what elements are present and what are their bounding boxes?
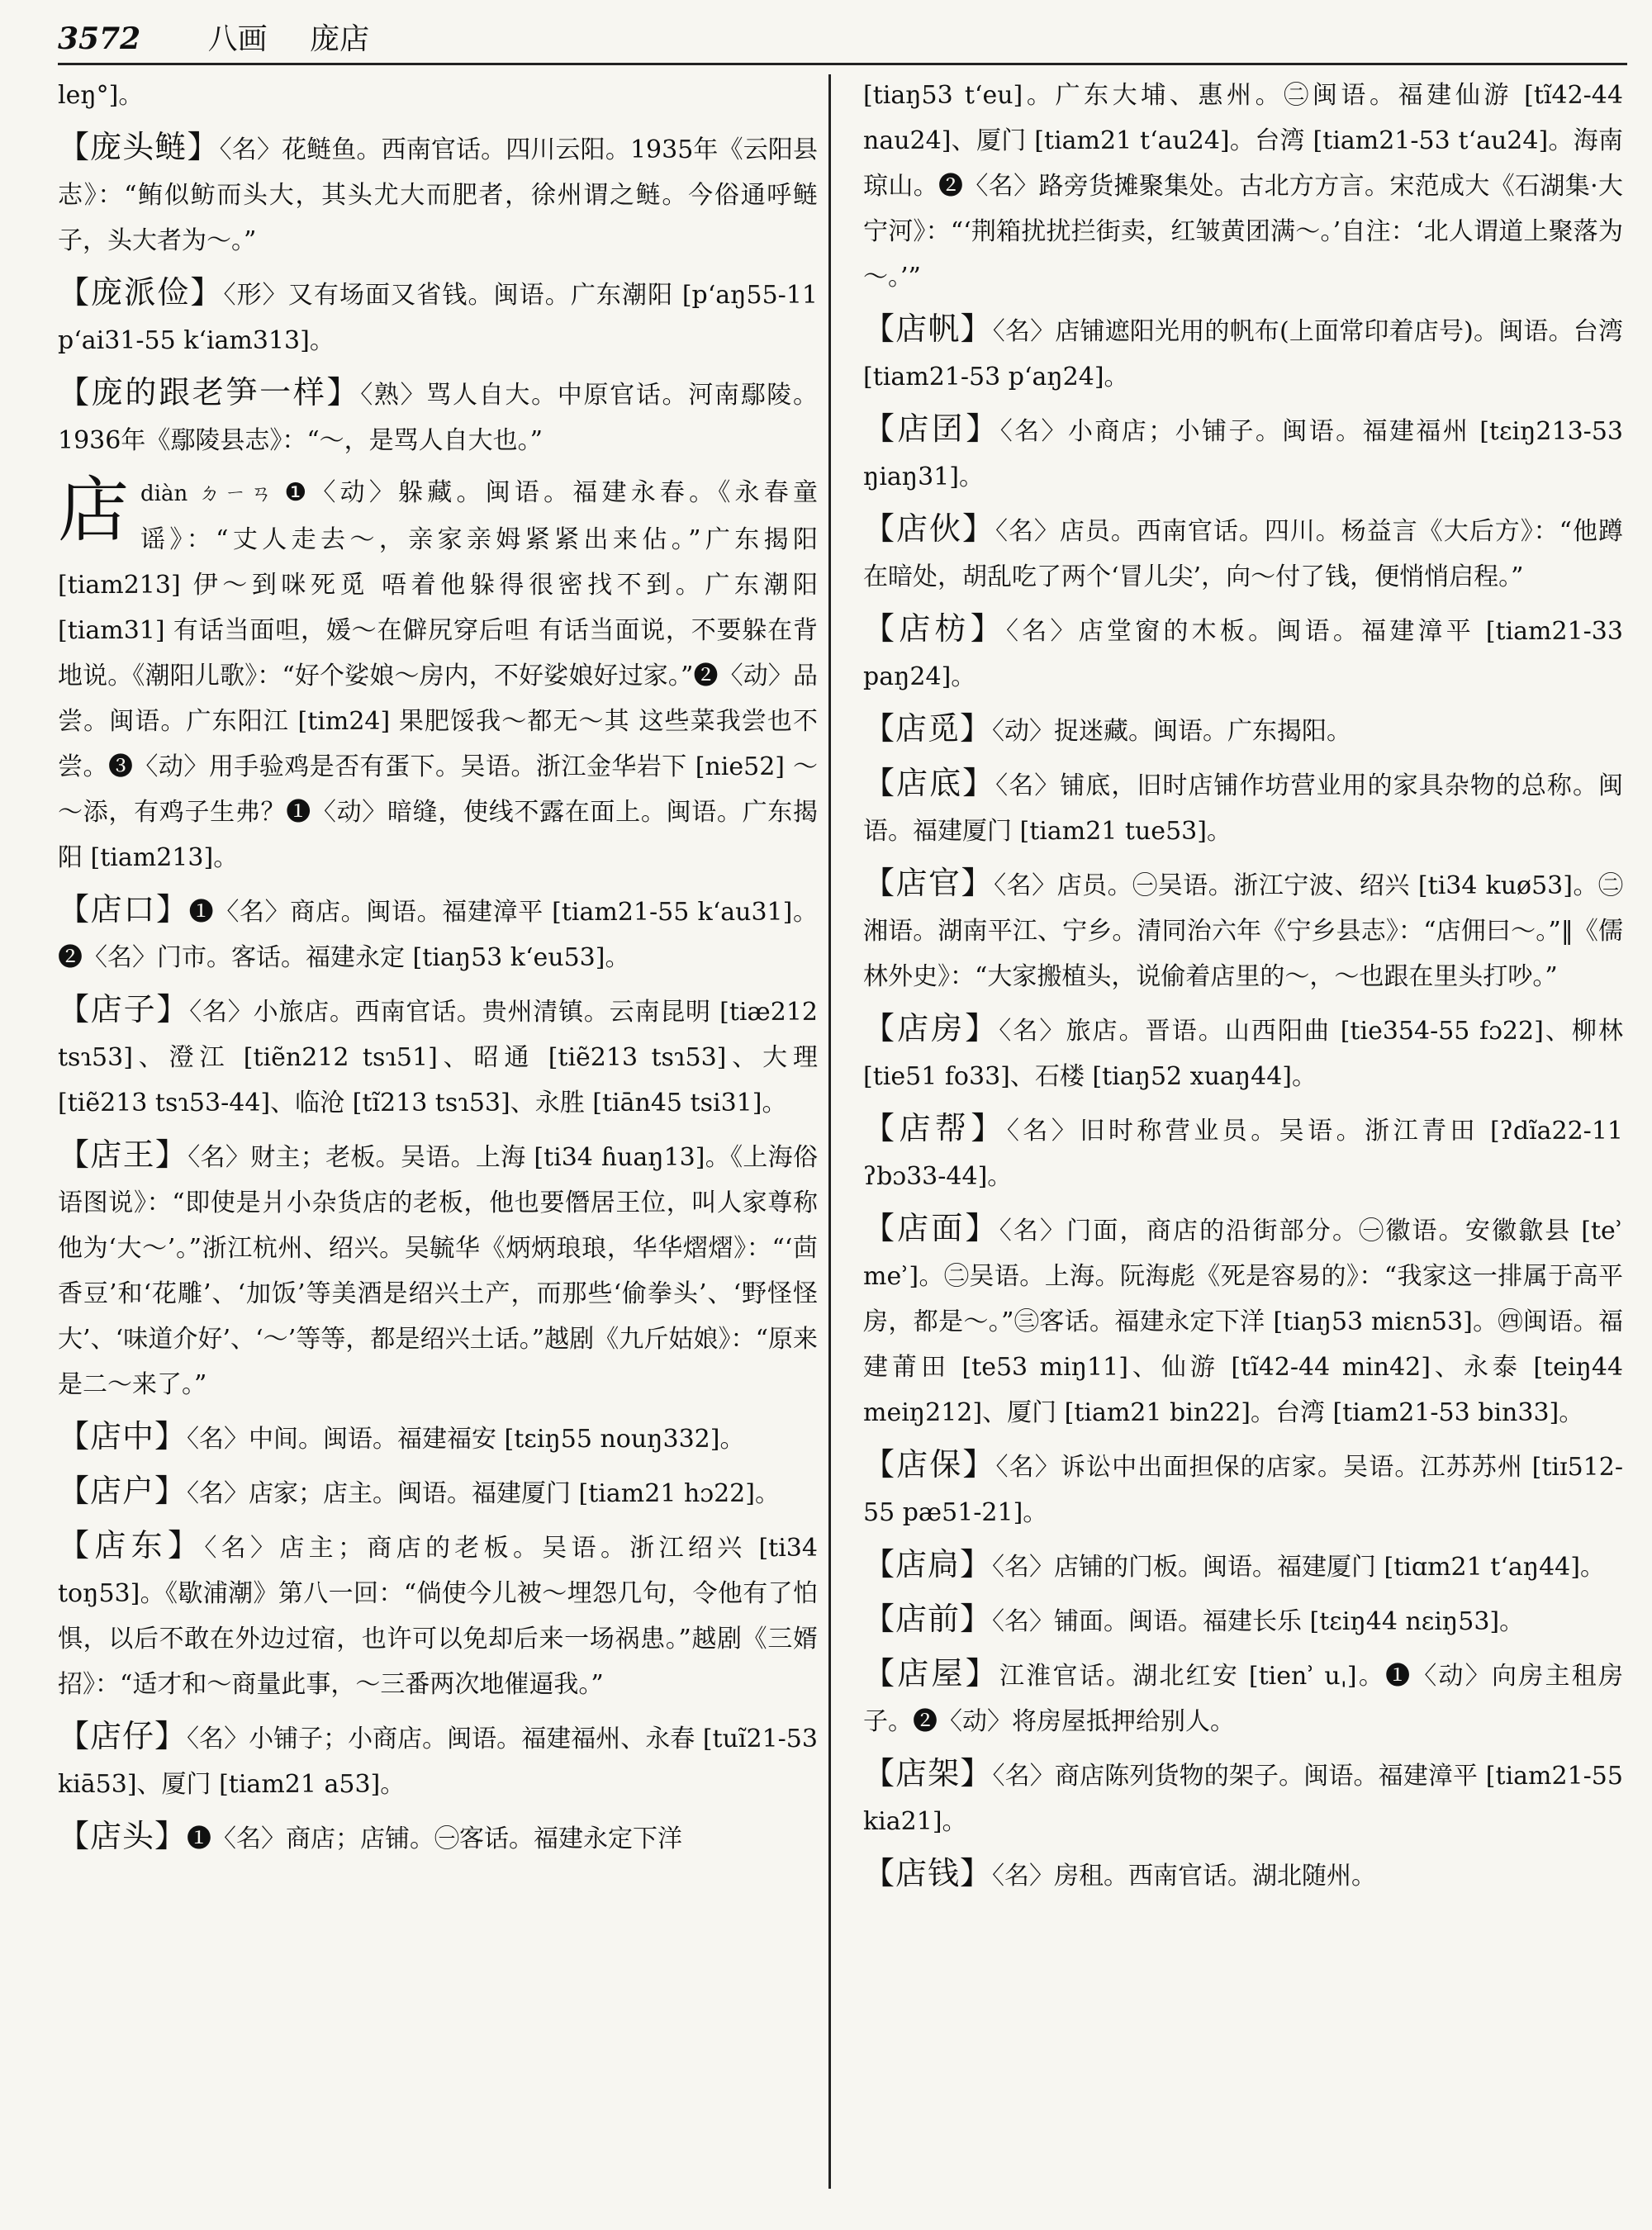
dictionary-entry [863, 606, 1623, 700]
dictionary-entry [58, 1814, 818, 1862]
left-column [58, 73, 818, 2204]
entry-definition: 〈名〉商店陈列货物的架子。闽语。福建漳平 [tiam21-55 kia21]。 [863, 1762, 1623, 1836]
entry-headword: 【店东】 [58, 1527, 205, 1563]
entry-headword: 【店觅】 [863, 710, 993, 747]
entry-definition: 江淮官话。湖北红安 [tienʾ uˌ]。❶〈动〉向房主租房子。❷〈动〉将房屋抵押给别人。 [863, 1662, 1623, 1736]
right-column [863, 73, 1623, 2204]
entry-definition: 〈名〉铺底，旧时店铺作坊营业用的家具杂物的总称。闽语。福建厦门 [tiam21 tue53]。 [863, 771, 1623, 846]
dictionary-entry [58, 1414, 818, 1462]
entry-definition: 〈名〉店员。西南官话。四川。杨益言《大后方》：“他蹲在暗处，胡乱吃了两个‘冒儿尖’，向～付了钱，便悄悄启程。” [863, 517, 1623, 591]
entry-headword: 【店官】 [863, 865, 995, 901]
dictionary-entry [863, 406, 1623, 500]
entry-headword: 【庞头鲢】 [58, 129, 220, 165]
dictionary-entry [58, 1523, 818, 1707]
continued-text [863, 73, 1623, 300]
dictionary-entry [863, 306, 1623, 400]
entry-headword: 【店房】 [863, 1010, 999, 1046]
entry-definition: 〈名〉门面，商店的沿街部分。㊀徽语。安徽歙县 [teʾ meʾ]。㊁吴语。上海。阮海彪《死是容易的》：“我家这一排属于高平房，都是～。”㊂客话。福建永定下洋 [tiaŋ53 miɛn53]。㊃闽语。福建莆田 [te53 miŋ11]、仙游 [tĩ42-44 min42]、永泰 [teiŋ44 meiŋ212]、厦门 [tiam21 bin22]。台湾 [tiam21-53 bin33]。 [863, 1217, 1623, 1427]
entry-definition: 〈熟〉骂人自大。中原官话。河南鄢陵。1936年《鄢陵县志》：“～，是骂人自大也。” [58, 381, 818, 455]
dictionary-entry [58, 125, 818, 263]
entry-definition: 〈名〉旧时称营业员。吴语。浙江青田 [ʔdĩa22-11 ʔbɔ33-44]。 [863, 1117, 1623, 1191]
entry-definition: 〈名〉店铺的门板。闽语。福建厦门 [tiɑm21 t‘aŋ44]。 [992, 1553, 1605, 1582]
dictionary-entry [58, 887, 818, 980]
entry-headword: 【店帮】 [863, 1110, 1007, 1146]
page-header [58, 15, 1627, 65]
entry-definition: [tiaŋ53 t‘eu]。广东大埔、惠州。㊁闽语。福建仙游 [tĩ42-44 nau24]、厦门 [tiam21 t‘au24]。台湾 [tiam21-53 t‘au24]。海南琼山。❷〈名〉路旁货摊聚集处。古北方方言。宋范成大《石湖集·大宁河》：“‘荆箱扰扰拦街卖，红皱黄团满～。’自注：‘北人谓道上聚落为～。’” [863, 81, 1623, 292]
entry-definition: 〈名〉店主；商店的老板。吴语。浙江绍兴 [ti34 toŋ53]。《歇浦潮》第八一回：“倘使今儿被～埋怨几句，令他有了怕惧，以后不敢在外边过宿，也许可以免却后来一场祸患。”越剧《三婿招》：“适才和～商量此事，～三番两次地催逼我。” [58, 1534, 818, 1699]
entry-headword: 【店架】 [863, 1755, 993, 1791]
entry-headword: 【店口】 [58, 891, 189, 928]
dictionary-entry [863, 1006, 1623, 1099]
entry-definition: 〈名〉小商店；小铺子。闽语。福建福州 [tɛiŋ213-53 ŋiaŋ31]。 [863, 417, 1623, 491]
entry-definition: 〈名〉店家；店主。闽语。福建厦门 [tiam21 hɔ22]。 [187, 1479, 780, 1508]
entry-definition: leŋ°]。 [58, 81, 144, 110]
entry-headword: 【店伙】 [863, 510, 995, 547]
entry-definition: 〈动〉捉迷藏。闽语。广东揭阳。 [992, 717, 1352, 746]
entry-headword: 【店屋】 [863, 1655, 999, 1691]
column-divider [828, 74, 831, 2189]
dictionary-entry [58, 370, 818, 463]
dictionary-entry [863, 1597, 1623, 1644]
dictionary-entry [863, 761, 1623, 854]
entry-definition: 〈名〉店铺遮阳光用的帆布(上面常印着店号)。闽语。台湾 [tiam21-53 p‘aŋ24]。 [863, 317, 1623, 391]
entry-headword: 【店钱】 [863, 1855, 993, 1891]
entry-definition: 〈名〉财主；老板。吴语。上海 [ti34 ɦuaŋ13]。《上海俗语图说》：“即使是爿小杂货店的老板，他也要僭居王位，叫人家尊称他为‘大～’。”浙江杭州、绍兴。吴毓华《炳炳琅琅，华华熠熠》：“‘茴香豆’和‘花雕’、‘加饭’等美酒是绍兴土产，而那些‘偷拳头’、‘野怪怪大’、‘味道介好’、‘～’等等，都是绍兴土话。”越剧《九斤姑娘》：“原来是二～来了。” [58, 1143, 818, 1399]
dictionary-entry [58, 1132, 818, 1407]
dictionary-entry [863, 1851, 1623, 1899]
entry-definition: 〈名〉店员。㊀吴语。浙江宁波、绍兴 [ti34 kuø53]。㊁湘语。湖南平江、宁乡。清同治六年《宁乡县志》：“店佣曰～。”‖《儒林外史》：“大家搬植头，说偷着店里的～，～也跟在里头打吵。” [863, 871, 1623, 991]
entry-definition: ❶〈动〉躲藏。闽语。福建永春。《永春童谣》：“丈人走去～，亲家亲姆紧紧出来佔。”广东揭阳 [tiam213] 伊～到咪死觅 唔着他躲得很密找不到。广东潮阳 [tiam31] 有话当面呾，媛～在僻尻穿后呾 有话当面说，不要躲在背地说。《潮阳儿歌》：“好个娑娘～房内，不好娑娘好过家。”❷〈动〉品尝。闽语。广东阳江 [tim24] 果肥馁我～都无～其 这些菜我尝也不尝。❸〈动〉用手验鸡是否有蛋下。吴语。浙江金华岩下 [nie52] ～～添，有鸡子生弗？❶〈动〉暗缝，使线不露在面上。闽语。广东揭阳 [tiam213]。 [58, 478, 818, 872]
pronunciation: diàn ㄉㄧㄢ [140, 482, 277, 506]
entry-headword: 【店扃】 [863, 1546, 993, 1582]
radical-range: 庞店 [310, 22, 370, 56]
entry-headword: 【店枋】 [863, 610, 1006, 647]
dictionary-entry [58, 270, 818, 363]
entry-headword: 【庞派俭】 [58, 274, 224, 311]
entry-headword: 【店子】 [58, 991, 190, 1027]
dictionary-entry [863, 1651, 1623, 1744]
dictionary-entry [863, 706, 1623, 754]
dictionary-entry [863, 1206, 1623, 1435]
entry-definition: 〈名〉店堂窗的木板。闽语。福建漳平 [tiam21-33 paŋ24]。 [863, 617, 1623, 691]
entry-headword: 【店底】 [863, 765, 996, 801]
entry-definition: 〈名〉旅店。晋语。山西阳曲 [tie354-55 fɔ22]、柳林 [tie51 fo33]、石楼 [tiaŋ52 xuaŋ44]。 [863, 1017, 1623, 1091]
entry-headword: 【店保】 [863, 1446, 996, 1483]
dictionary-entry [863, 1542, 1623, 1590]
entry-headword: 【店面】 [863, 1210, 999, 1246]
entry-headword: 【店前】 [863, 1601, 993, 1637]
entry-headword: 【店王】 [58, 1136, 188, 1173]
dictionary-entry [58, 987, 818, 1126]
entry-headword: 【店帆】 [863, 311, 993, 347]
entry-definition: 〈形〉又有场面又省钱。闽语。广东潮阳 [p‘aŋ55-11 p‘ai31-55 k‘iam313]。 [58, 281, 818, 355]
entry-definition: 〈名〉诉讼中出面担保的店家。吴语。江苏苏州 [tiɪ512-55 pæ51-21]。 [863, 1453, 1623, 1527]
entry-definition: 〈名〉中间。闽语。福建福安 [tɛiŋ55 nouŋ332]。 [187, 1425, 745, 1454]
entry-headword: 【店头】 [58, 1818, 188, 1854]
page-number: 3572 [58, 21, 141, 56]
entry-definition: 〈名〉花鲢鱼。西南官话。四川云阳。1935年《云阳县志》：“鲔似鲂而头大，其头尤大而肥者，徐州谓之鲢。今俗通呼鲢子，头大者为～。” [58, 135, 818, 255]
dictionary-entry [863, 1106, 1623, 1199]
entry-definition: ❶〈名〉商店。闽语。福建漳平 [tiam21-55 k‘au31]。❷〈名〉门市。客话。福建永定 [tiaŋ53 k‘eu53]。 [58, 898, 818, 972]
entry-headword: 【店仔】 [58, 1718, 188, 1754]
stroke-count: 八画 [207, 22, 268, 56]
dictionary-entry [863, 1751, 1623, 1844]
entry-definition: 〈名〉小旅店。西南官话。贵州清镇。云南昆明 [tiæ212 tsɿ53]、澄江 [tiẽn212 tsɿ51]、昭通 [tiẽ213 tsɿ53]、大理 [tiẽ213 tsɿ53-44]、临沧 [tĩ213 tsɿ53]、永胜 [tiān45 tsi31]。 [58, 998, 818, 1117]
entry-definition: 〈名〉房租。西南官话。湖北随州。 [992, 1862, 1377, 1891]
dictionary-entry [58, 1714, 818, 1807]
entry-definition: ❶〈名〉商店；店铺。㊀客话。福建永定下洋 [187, 1824, 683, 1853]
entry-definition: 〈名〉铺面。闽语。福建长乐 [tɛiŋ44 nɛiŋ53]。 [992, 1607, 1525, 1636]
entry-definition: 〈名〉小铺子；小商店。闽语。福建福州、永春 [tuĩ21-53 kiā53]、厦门 [tiam21 a53]。 [58, 1725, 818, 1799]
entry-headword: 【店中】 [58, 1418, 188, 1454]
dictionary-entry [58, 1468, 818, 1516]
entry-headword: 【店囝】 [863, 410, 1000, 447]
entry-headword: 【店户】 [58, 1473, 188, 1509]
dictionary-entry [863, 506, 1623, 600]
character-entry [58, 470, 818, 880]
dictionary-entry [863, 1442, 1623, 1535]
entry-headword: 【庞的跟老笋一样】 [58, 374, 361, 410]
character-headword: 店 [58, 469, 129, 552]
dictionary-entry [863, 861, 1623, 999]
continued-text [58, 73, 818, 118]
